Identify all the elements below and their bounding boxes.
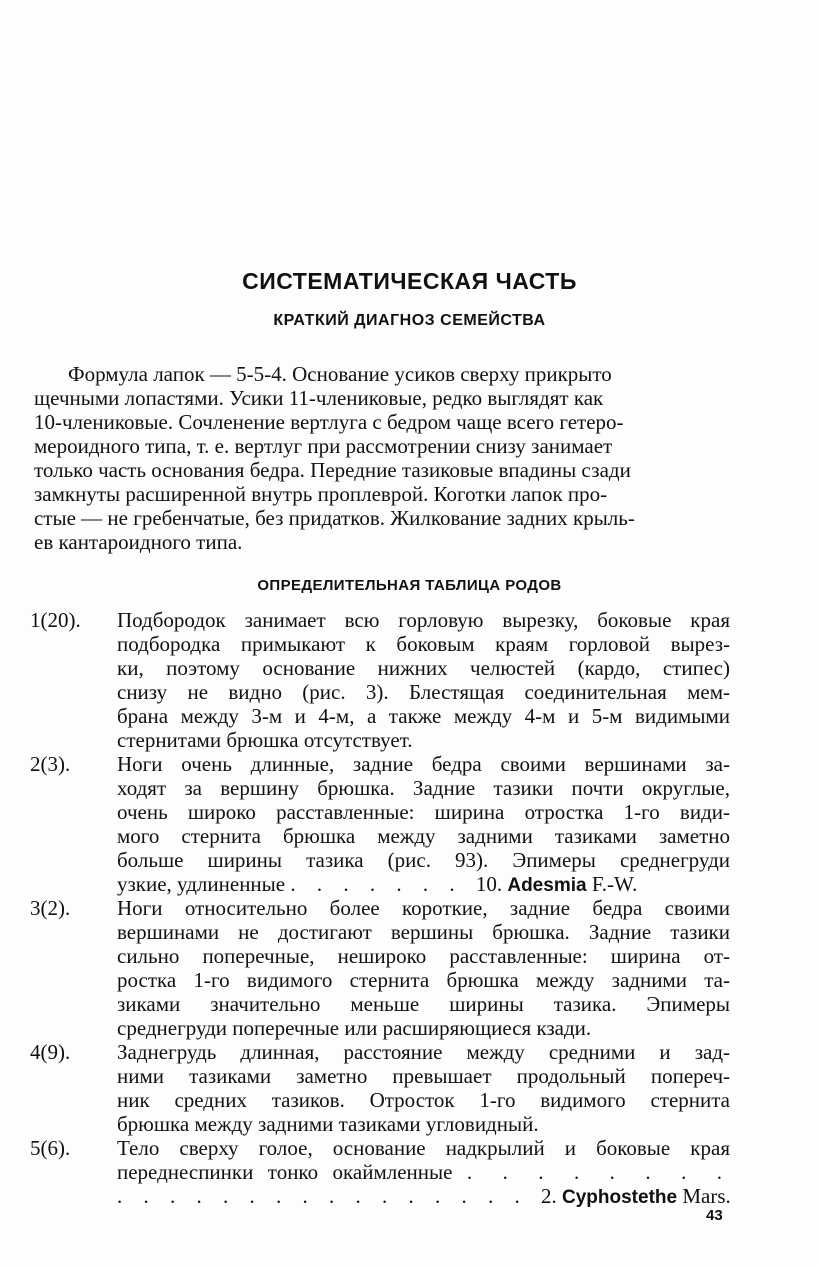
text-line: Тело сверху голое, основание надкрылий и боковые края xyxy=(117,1136,730,1160)
text-line: зиками значительно меньше ширины тазика. Эпимеры xyxy=(117,992,730,1016)
text-line: Заднегрудь длинная, расстояние между средними и зад- xyxy=(117,1040,730,1064)
section-heading: СИСТЕМАТИЧЕСКАЯ ЧАСТЬ xyxy=(242,268,577,294)
text-line: замкнуты расширенной внутрь проплеврой. Коготки лапок про- xyxy=(34,482,608,506)
key-entry-number: 5(6). xyxy=(30,1136,71,1160)
key-table-title: ОПРЕДЕЛИТЕЛЬНАЯ ТАБЛИЦА РОДОВ xyxy=(257,577,562,594)
text-line: ними тазиками заметно превышает продольный попереч- xyxy=(117,1064,730,1088)
key-entry xyxy=(30,1136,730,1208)
text-line: ходят за вершину брюшка. Задние тазики почти округлые, xyxy=(117,776,730,800)
text-line: мероидного типа, т. е. вертлуг при рассмотрении снизу занимает xyxy=(34,434,613,458)
genus-reference xyxy=(541,1184,731,1208)
identification-key xyxy=(30,608,730,1208)
genus-name: Adesmia xyxy=(507,875,587,896)
text-line: снизу не видно (рис. 3). Блестящая соединительная мем- xyxy=(117,680,730,704)
text-line: вершинами не достигают вершины брюшка. Задние тазики xyxy=(117,920,730,944)
text-line: очень широко расставленные: ширина отростка 1-го види- xyxy=(117,800,730,824)
diagnosis-paragraph xyxy=(34,362,728,554)
text-line: ник средних тазиков. Отросток 1-го видимого стернита xyxy=(117,1088,730,1112)
text-line: Ноги относительно более короткие, задние бедра своими xyxy=(117,896,730,920)
key-entry-text xyxy=(117,1040,730,1136)
entry-reference-number: 2. xyxy=(541,1184,557,1208)
text-line: ки, поэтому основание нижних челюстей (кардо, стипес) xyxy=(117,656,730,680)
text-line-with-leader xyxy=(117,1160,730,1184)
genus-reference-line xyxy=(117,1184,730,1208)
genus-author: Mars. xyxy=(682,1184,731,1208)
text-line: ростка 1-го видимого стернита брюшка между задними та- xyxy=(117,968,730,992)
dot-leader: . . . . . . . xyxy=(290,872,463,896)
text-fragment: переднеспинки тонко окаймленные xyxy=(117,1160,453,1184)
text-line: стые — не гребенчатые, без придатков. Жилкование задних крыль- xyxy=(34,506,635,530)
text-line: только часть основания бедра. Передние тазиковые впадины сзади xyxy=(34,458,631,482)
key-entry xyxy=(30,1040,730,1136)
key-entry xyxy=(30,752,730,896)
section-subheading: КРАТКИЙ ДИАГНОЗ СЕМЕЙСТВА xyxy=(273,312,546,329)
text-line: Ноги очень длинные, задние бедра своими вершинами за- xyxy=(117,752,730,776)
key-entry-number: 3(2). xyxy=(30,896,71,920)
text-line: подбородка примыкают к боковым краям горловой вырез- xyxy=(117,632,730,656)
genus-name: Cyphostethe xyxy=(562,1187,678,1208)
entry-reference-number: 10. xyxy=(475,872,503,896)
page-number: 43 xyxy=(706,1207,723,1224)
key-entry-text xyxy=(117,1136,730,1208)
text-line: щечными лопастями. Усики 11-члениковые, редко выглядят как xyxy=(34,386,604,410)
key-entry-number: 4(9). xyxy=(30,1040,71,1064)
key-entry-number: 2(3). xyxy=(30,752,71,776)
text-line: больше ширины тазика (рис. 93). Эпимеры среднегруди xyxy=(117,848,730,872)
text-line: сильно поперечные, нешироко расставленные: ширина от- xyxy=(117,944,730,968)
key-entry-text xyxy=(117,896,730,1040)
text-line: 10-члениковые. Сочленение вертлуга с бедром чаще всего гетеро- xyxy=(34,410,624,434)
text-fragment: узкие, удлиненные xyxy=(117,872,286,896)
key-entry-number: 1(20). xyxy=(30,608,81,632)
dot-leader: . . . . . . . . xyxy=(466,1160,731,1184)
key-entry xyxy=(30,896,730,1040)
key-entry xyxy=(30,608,730,752)
key-entry-text xyxy=(117,608,730,752)
key-entry-text xyxy=(117,752,730,896)
text-line: Формула лапок — 5-5-4. Основание усиков сверху прикрыто xyxy=(68,362,612,386)
text-line: стернитами брюшка отсутствует. xyxy=(117,728,413,752)
text-line: мого стернита брюшка между задними тазиками заметно xyxy=(117,824,730,848)
text-line: брюшка между задними тазиками угловидный. xyxy=(117,1112,539,1136)
text-line: среднегруди поперечные или расширяющиеся кзади. xyxy=(117,1016,592,1040)
genus-author: F.-W. xyxy=(591,872,638,896)
text-line: Подбородок занимает всю горловую вырезку, боковые края xyxy=(117,608,730,632)
text-line: брана между 3-м и 4-м, а также между 4-м и 5-м видимыми xyxy=(117,704,730,728)
text-line: ев кантароидного типа. xyxy=(34,530,243,554)
dot-leader: . . . . . . . . . . . . . . . . xyxy=(117,1184,528,1208)
genus-reference-line xyxy=(117,872,730,896)
genus-reference xyxy=(476,872,637,896)
